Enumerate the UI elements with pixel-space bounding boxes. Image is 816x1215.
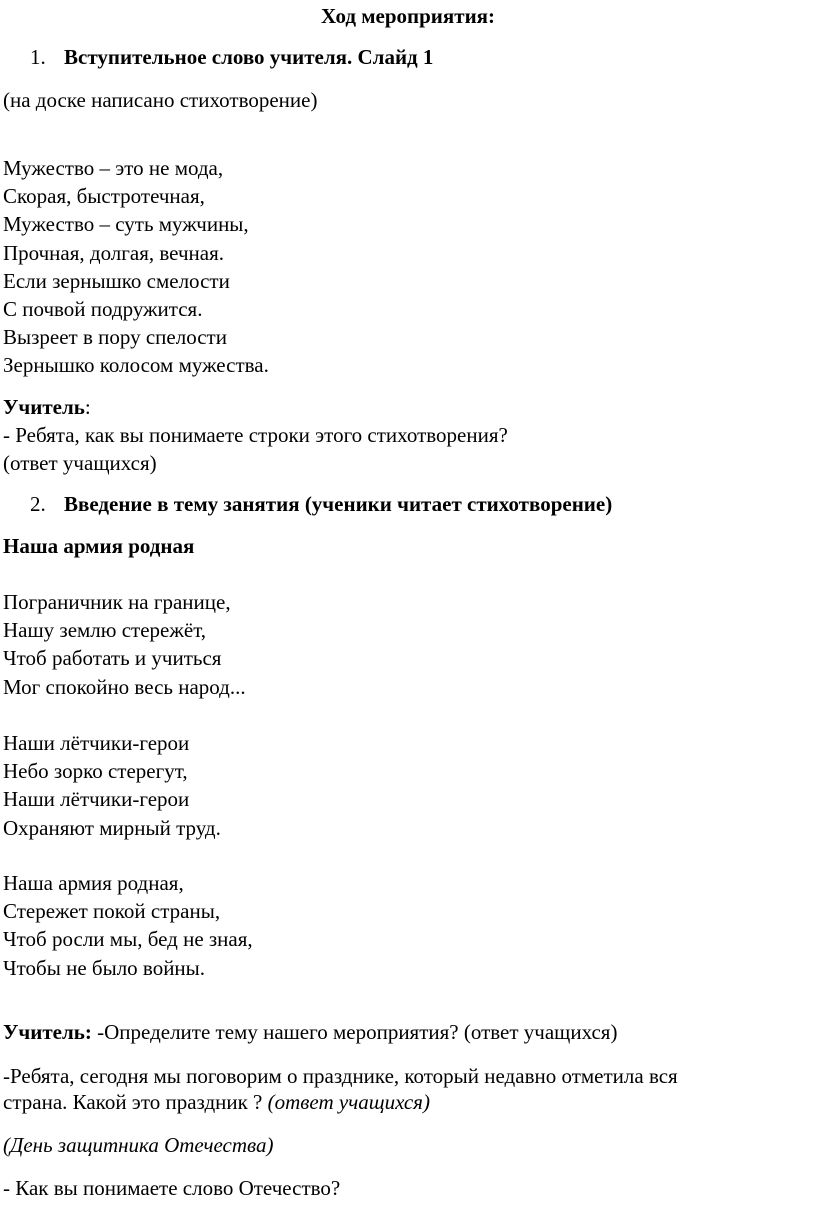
poem-line: Мужество – суть мужчины,	[3, 212, 249, 237]
poem-line: Наша армия родная,	[3, 871, 184, 895]
poem-line: Мужество – это не мода,	[3, 156, 224, 180]
poem-line: Вызреет в пору спелости	[3, 325, 227, 350]
teacher-label: Учитель:	[3, 1020, 92, 1044]
poem-title: Наша армия родная	[3, 534, 195, 558]
students-answer: (ответ учащихся)	[267, 1090, 430, 1114]
board-note-text: (на доске написано стихотворение)	[3, 88, 318, 112]
poem-line: Зернышко колосом мужества.	[3, 353, 269, 378]
poem-line: Пограничник на границе,	[3, 590, 231, 614]
poem-army-stanza-1	[3, 588, 246, 701]
poem-line: С почвой подружится.	[3, 296, 203, 321]
poem-line: Наши лётчики-герои	[3, 731, 190, 755]
teacher-label-line	[3, 393, 508, 421]
poem-line: Стережет покой страны,	[3, 899, 221, 924]
students-answer: (ответ учащихся)	[3, 451, 157, 476]
section-1-heading	[30, 44, 433, 70]
poem-army-stanza-2	[3, 729, 221, 842]
poem-line: Небо зорко стерегут,	[3, 759, 188, 784]
fatherland-question: - Как вы понимаете слово Отечество?	[3, 1176, 341, 1200]
teacher-colon: :	[84, 395, 91, 419]
holiday-paragraph-line-2	[3, 1089, 803, 1115]
teacher-label: Учитель	[3, 395, 85, 419]
section-1-number: 1.	[30, 45, 46, 69]
teacher-question: -Определите тему нашего мероприятия? (ответ учащихся)	[91, 1020, 618, 1044]
poem-line: Чтоб росли мы, бед не зная,	[3, 927, 253, 952]
holiday-question: страна. Какой это праздник ?	[3, 1090, 268, 1114]
poem-line: Чтобы не было войны.	[3, 955, 206, 980]
teacher-question: - Ребята, как вы понимаете строки этого стихотворения?	[3, 423, 508, 448]
poem-army-title	[3, 532, 194, 560]
teacher-question-1	[3, 393, 508, 478]
poem-army-stanza-3	[3, 869, 253, 982]
teacher-question-2	[3, 1019, 617, 1045]
poem-line: Прочная, долгая, вечная.	[3, 240, 225, 265]
poem-line: Мог спокойно весь народ...	[3, 674, 246, 699]
poem-line: Чтоб работать и учиться	[3, 646, 222, 671]
holiday-answer: (День защитника Отечества)	[3, 1133, 274, 1157]
board-note	[3, 86, 317, 114]
poem-line: Если зернышко смелости	[3, 268, 230, 293]
document-title: Ход мероприятия:	[320, 4, 496, 28]
poem-line: Наши лётчики-герои	[3, 787, 190, 812]
holiday-paragraph-line-1: -Ребята, сегодня мы поговорим о празднике, который недавно отметила вся	[3, 1064, 678, 1088]
section-2-number: 2.	[30, 492, 46, 516]
section-2-heading	[30, 491, 612, 517]
poem-courage	[3, 154, 269, 380]
section-1-title: Вступительное слово учителя. Слайд 1	[64, 45, 434, 69]
section-2-title: Введение в тему занятия (ученики читает стихотворение)	[64, 492, 613, 516]
poem-line: Нашу землю стережёт,	[3, 618, 207, 643]
poem-line: Скорая, быстротечная,	[3, 184, 205, 209]
poem-line: Охраняют мирный труд.	[3, 815, 221, 840]
holiday-paragraph	[3, 1063, 803, 1115]
